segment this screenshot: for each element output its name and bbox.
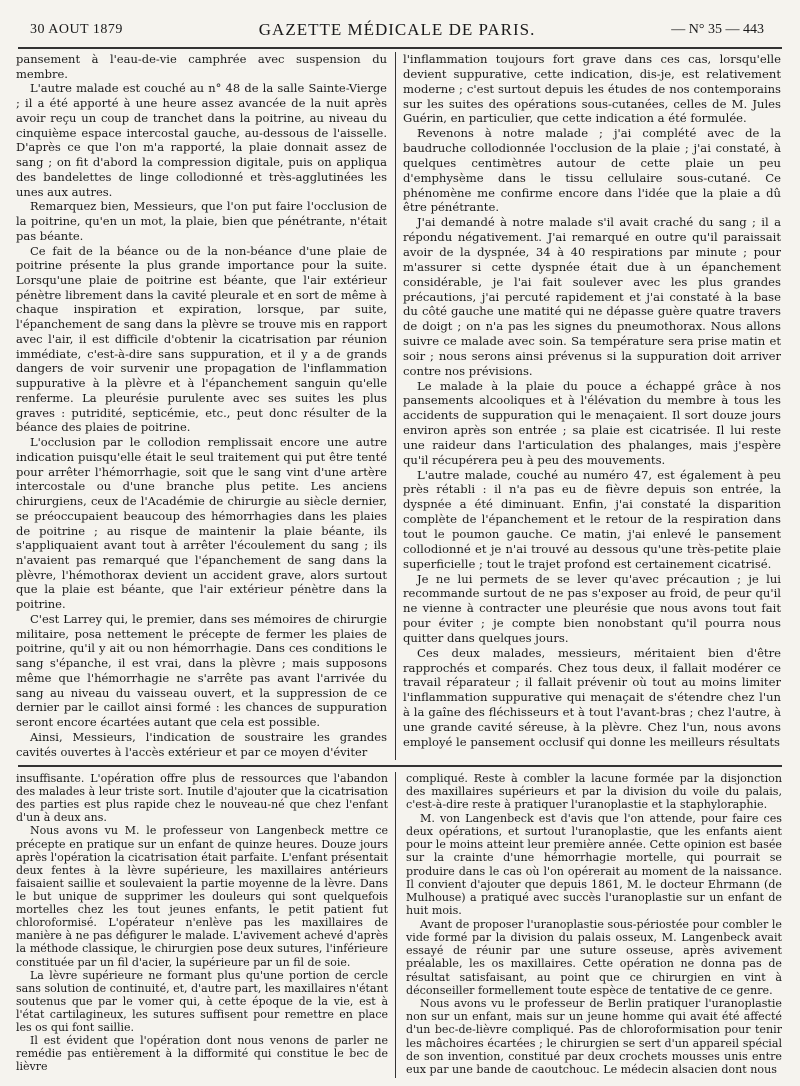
top-right-column (403, 52, 781, 760)
paragraph: J'ai demandé à notre malade s'il avait craché du sang ; il a répondu négativement. J'ai remarqué en outre qu'il paraissait avoir de la dyspnée, 34 à 40 respirations par minute ; pour m'assurer si cette dyspnée était due à un épanchement considérable, je l'ai fait soulever avec les plus grandes précautions, j'ai percuté rapidement et j'ai constaté à la base du côté gauche une matité qui ne dépasse guère quatre travers de doigt ; on n'a pas les signes du pneumothorax. Nous allons suivre ce malade avec soin. Sa température sera prise matin et soir ; nous serons ainsi prévenus si la suppuration doit arriver contre nos prévisions. (403, 215, 781, 378)
paragraph: L'autre malade est couché au n° 48 de la salle Sainte-Vierge ; il a été apporté à une heure assez avancée de la nuit après avoir reçu un coup de tranchet dans la poitrine, au niveau du cinquième espace intercostal gauche, au-dessous de l'aisselle. D'après ce que l'on m'a rapporté, la plaie donnait assez de sang ; on fit d'abord la compression digitale, puis on appliqua des bandelettes de linge collodionné et très-agglutinées les unes aux autres. (16, 81, 387, 199)
paragraph: insuffisante. L'opération offre plus de ressources que l'abandon des malades à leur triste sort. Inutile d'ajouter que la cicatrisation des parties est plus rapide chez le nouveau-né que chez l'enfant d'un à deux ans. (16, 772, 388, 825)
issue-and-page (671, 22, 764, 38)
bottom-right-column (406, 772, 782, 1078)
top-left-column (16, 52, 387, 760)
header-rule (18, 47, 782, 49)
paragraph: pansement à l'eau-de-vie camphrée avec suspension du membre. (16, 52, 387, 81)
bottom-left-column (16, 772, 388, 1078)
paragraph: Ce fait de la béance ou de la non-béance d'une plaie de poitrine présente la plus grande importance pour la suite. Lorsqu'une plaie de poitrine est béante, que l'air extérieur pénètre librement dans la cavité pleurale et en sort de même à chaque inspiration et expiration, lorsque, par suite, l'épanchement de sang dans la plèvre se trouve mis en rapport avec l'air, il est difficile d'obtenir la cicatrisation par réunion immédiate, c'est-à-dire sans suppuration, et il y a de grands dangers de voir survenir une propagation de l'inflammation suppurative à la plèvre et à l'épanchement sanguin qu'elle renferme. La pleurésie purulente avec ses suites les plus graves : putridité, septicémie, etc., peut donc résulter de la béance des plaies de poitrine. (16, 243, 387, 435)
section-rule (18, 765, 782, 767)
page-number: 443 (742, 22, 764, 37)
paragraph: M. von Langenbeck est d'avis que l'on attende, pour faire ces deux opérations, et surtout l'uranoplastie, que les enfants aient pour le moins atteint leur première année. Cette opinion est basée sur la crainte d'une hémorrhagie mortelle, qui pourrait se produire dans le cas où l'on opérerait au moment de la naissance. Il convient d'ajouter que depuis 1861, M. le docteur Ehrmann (de Mulhouse) a pratiqué avec succès l'uranoplastie sur un enfant de huit mois. (406, 811, 782, 918)
paragraph: compliqué. Reste à combler la lacune formée par la disjonction des maxillaires supérieurs et par la division du voile du palais, c'est-à-dire reste à pratiquer l'uranoplastie et la staphyloraphie. (406, 772, 782, 812)
paragraph: Ces deux malades, messieurs, méritaient bien d'être rapprochés et comparés. Chez tous deux, il fallait modérer ce travail réparateur ; il fallait prévenir où tout au moins limiter l'inflammation suppurative qui menaçait de s'étendre chez l'un à la gaîne des fléchisseurs et à tout l'avant-bras ; chez l'autre, à une grande cavité séreuse, à la plèvre. Chez l'un, nous avons employé le pansement occlusif qui donne les meilleurs résultats (403, 645, 781, 749)
top-column-divider (395, 52, 396, 760)
paragraph: Je ne lui permets de se lever qu'avec précaution ; je lui recommande surtout de ne pas s'exposer au froid, de peur qu'il ne vienne à contracter une pleurésie que nous avons tout fait pour éviter ; je compte bien nonobstant qu'il pourra nous quitter dans quelques jours. (403, 571, 781, 645)
issue-number: — N° 35 — (671, 22, 740, 37)
paragraph: Ainsi, Messieurs, l'indication de soustraire les grandes cavités ouvertes à l'accès extérieur et par ce moyen d'éviter (16, 729, 387, 759)
issue-date: 30 AOUT 1879 (30, 22, 123, 37)
paragraph: Nous avons vu M. le professeur von Langenbeck mettre ce précepte en pratique sur un enfant de quinze heures. Douze jours après l'opération la cicatrisation était parfaite. L'enfant présentait deux fentes à la lèvre supérieure, les maxillaires antérieurs faisaient saillie et soulevaient la partie moyenne de la lèvre. Dans le but unique de supprimer les douleurs qui sont quelquefois mortelles chez les tout jeunes enfants, le petit patient fut chloroformisé. L'opérateur n'enlève pas les maxillaires de manière à ne pas défigurer le malade. L'avivement achevé d'après la méthode classique, le chirurgien pose deux sutures, l'inférieure constituée par un fil d'acier, la supérieure par un fil de soie. (16, 824, 388, 969)
paragraph: Avant de proposer l'uranoplastie sous-périostée pour combler le vide formé par la division du palais osseux, M. Langenbeck avait essayé de réunir par une suture osseuse, après avivement préalable, les os maxillaires. Cette opération ne donna pas de résultat satisfaisant, au point que ce chirurgien en vint à déconseiller formellement toute espèce de tentative de ce genre. (406, 917, 782, 997)
paragraph: C'est Larrey qui, le premier, dans ses mémoires de chirurgie militaire, posa nettement le précepte de fermer les plaies de poitrine, qu'il y ait ou non hémorrhagie. Dans ces conditions le sang s'épanche, il est vrai, dans la plèvre ; mais supposons même que l'hémorrhagie ne s'arrête pas avant l'arrivée du sang au niveau du vaisseau ouvert, et la suppression de ce dernier par le caillot ainsi formé : les chances de suppuration seront encore écartées autant que cela est possible. (16, 611, 387, 730)
paragraph: L'autre malade, couché au numéro 47, est également à peu près rétabli : il n'a pas eu de fièvre depuis son entrée, la dyspnée a été diminuant. Enfin, j'ai constaté la disparition complète de l'épanchement et le retour de la respiration dans tout le poumon gauche. Ce matin, j'ai enlevé le pansement collodionné et je n'ai trouvé au dessous qu'une très-petite plaie superficielle ; tout le trajet profond est certainement cicatrisé. (403, 467, 781, 571)
bottom-column-divider (395, 772, 396, 1078)
paragraph: Nous avons vu le professeur de Berlin pratiquer l'uranoplastie non sur un enfant, mais sur un jeune homme qui avait été affecté d'un bec-de-lièvre compliqué. Pas de chloroformisation pour tenir les mâchoires écartées ; le chirurgien se sert d'un appareil spécial de son invention, constitué par deux crochets mousses unis entre eux par une bande de caoutchouc. Le médecin alsacien dont nous (406, 996, 782, 1077)
paragraph: Il est évident que l'opération dont nous venons de parler ne remédie pas entièrement à la difformité qui constitue le bec de lièvre (16, 1034, 388, 1074)
paragraph: l'inflammation toujours fort grave dans ces cas, lorsqu'elle devient suppurative, cette indication, dis-je, est relativement moderne ; c'est surtout depuis les études de nos contemporains sur les suites des opérations sous-cutanées, celles de M. Jules Guérin, en particulier, que cette indication a été formulée. (403, 52, 781, 126)
journal-title: GAZETTE MÉDICALE DE PARIS. (258, 20, 536, 39)
page-header (30, 16, 764, 44)
paragraph: Remarquez bien, Messieurs, que l'on put faire l'occlusion de la poitrine, qu'en un mot, la plaie, bien que pénétrante, n'était pas béante. (16, 199, 387, 243)
paragraph: Le malade à la plaie du pouce a échappé grâce à nos pansements alcooliques et à l'élévation du membre à tous les accidents de suppuration qui le menaçaient. Il sort douze jours environ après son entrée ; sa plaie est cicatrisée. Il lui reste une raideur dans l'articulation des phalanges, mais j'espère qu'il récupérera peu à peu des mouvements. (403, 378, 781, 467)
paragraph: L'occlusion par le collodion remplissait encore une autre indication puisqu'elle était le seul traitement qui put être tenté pour arrêter l'hémorrhagie, soit que le sang vint d'une artère intercostale ou d'une branche plus petite. Les anciens chirurgiens, ceux de l'Académie de chirurgie au siècle dernier, se préoccupaient beaucoup des hémorrhagies dans les plaies de poitrine ; au risque de maintenir la plaie béante, ils s'appliquaient avant tout à arrêter l'écoulement du sang ; ils n'avaient pas remarqué que l'épanchement de sang dans la plèvre, l'hémothorax devient un accident grave, alors surtout que la plaie est béante, que l'air extérieur pénètre dans la poitrine. (16, 435, 387, 612)
paragraph: La lèvre supérieure ne formant plus qu'une portion de cercle sans solution de continuité, et, d'autre part, les maxillaires n'étant soutenus que par le vomer qui, à cette époque de la vie, est à l'état cartilagineux, les sutures suffisent pour remettre en place les os qui font saillie. (16, 968, 388, 1035)
paragraph: Revenons à notre malade ; j'ai complété avec de la baudruche collodionnée l'occlusion de la plaie ; j'ai constaté, à quelques centimètres autour de cette plaie un peu d'emphysème dans le tissu cellulaire sous-cutané. Ce phénomène me confirme encore dans l'idée que la plaie a dû être pénétrante. (403, 126, 781, 215)
